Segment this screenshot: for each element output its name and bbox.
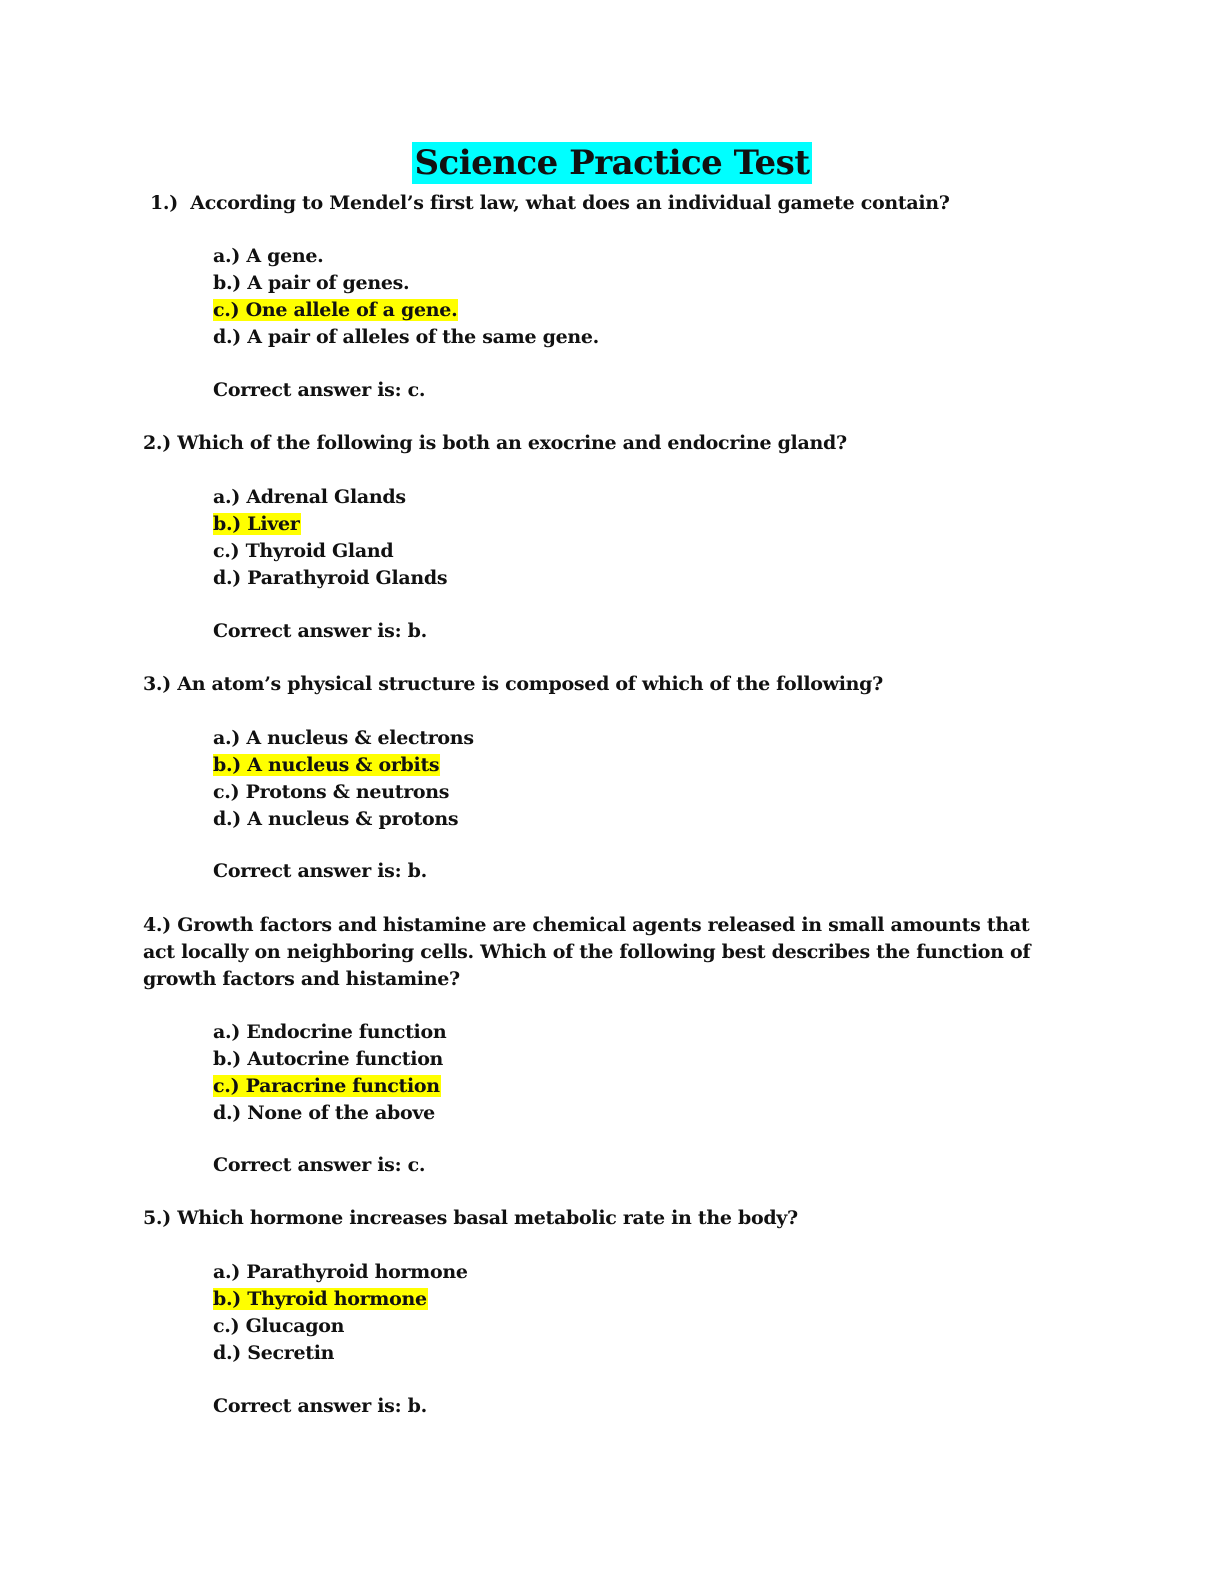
option-label: d.) Secretin: [213, 1342, 335, 1364]
option-label: c.) Thyroid Gland: [213, 540, 394, 562]
option-a: [213, 243, 913, 270]
option-label: c.) Glucagon: [213, 1315, 345, 1337]
option-c: [213, 1313, 913, 1340]
option-b: [213, 1286, 913, 1313]
option-a: [213, 725, 913, 752]
option-b: [213, 1046, 913, 1073]
question-5-options: [213, 1259, 913, 1367]
page-title: Science Practice Test: [414, 143, 810, 183]
question-5-text: [143, 1205, 1063, 1232]
question-2-options: [213, 484, 913, 592]
question-prompt: Which of the following is both an exocrine and endocrine gland?: [177, 432, 847, 454]
question-3-answer: Correct answer is: b.: [213, 860, 427, 882]
option-label: d.) A nucleus & protons: [213, 808, 459, 830]
option-a: [213, 1259, 913, 1286]
option-label: d.) None of the above: [213, 1102, 435, 1124]
option-label: b.) A nucleus & orbits: [213, 754, 440, 776]
question-number: 5.): [143, 1207, 171, 1229]
option-c: [213, 779, 913, 806]
question-number: 2.): [143, 432, 171, 454]
option-label: b.) Autocrine function: [213, 1048, 444, 1070]
option-a: [213, 1019, 913, 1046]
question-prompt: An atom’s physical structure is composed of which of the following?: [177, 673, 883, 695]
option-d: [213, 1100, 913, 1127]
option-d: [213, 806, 913, 833]
option-label: a.) A nucleus & electrons: [213, 727, 474, 749]
question-3-options: [213, 725, 913, 833]
option-c: [213, 297, 913, 324]
option-label: d.) Parathyroid Glands: [213, 567, 448, 589]
option-label: d.) A pair of alleles of the same gene.: [213, 326, 599, 348]
question-1-answer: Correct answer is: c.: [213, 379, 426, 401]
question-prompt: According to Mendel’s first law, what does an individual gamete contain?: [190, 192, 950, 214]
question-prompt: Which hormone increases basal metabolic rate in the body?: [177, 1207, 798, 1229]
option-c: [213, 1073, 913, 1100]
option-label: b.) Thyroid hormone: [213, 1288, 427, 1310]
question-4-options: [213, 1019, 913, 1127]
title-container: [0, 142, 1224, 184]
question-2-text: [143, 430, 1063, 457]
option-label: b.) A pair of genes.: [213, 272, 410, 294]
option-d: [213, 1340, 913, 1367]
option-b: [213, 270, 913, 297]
option-a: [213, 484, 913, 511]
option-label: a.) Parathyroid hormone: [213, 1261, 468, 1283]
question-number: 1.): [150, 192, 178, 214]
question-5-answer: Correct answer is: b.: [213, 1395, 427, 1417]
option-b: [213, 511, 913, 538]
option-label: c.) Paracrine function: [213, 1075, 440, 1097]
option-c: [213, 538, 913, 565]
question-prompt: Growth factors and histamine are chemical agents released in small amounts that act locally on neighboring cells. Which of the following best describes the function of growth factors and histamine?: [143, 914, 1031, 990]
question-number: 3.): [143, 673, 171, 695]
option-b: [213, 752, 913, 779]
option-d: [213, 324, 913, 351]
option-label: a.) Endocrine function: [213, 1021, 447, 1043]
question-4-text: [143, 912, 1063, 993]
option-label: b.) Liver: [213, 513, 300, 535]
option-label: c.) One allele of a gene.: [213, 299, 458, 321]
question-2-answer: Correct answer is: b.: [213, 620, 427, 642]
option-label: a.) A gene.: [213, 245, 324, 267]
question-1-options: [213, 243, 913, 351]
question-number: 4.): [143, 914, 171, 936]
question-3-text: [143, 671, 1063, 698]
question-1-text: [150, 190, 1070, 217]
option-label: c.) Protons & neutrons: [213, 781, 450, 803]
question-4-answer: Correct answer is: c.: [213, 1154, 426, 1176]
option-d: [213, 565, 913, 592]
option-label: a.) Adrenal Glands: [213, 486, 406, 508]
